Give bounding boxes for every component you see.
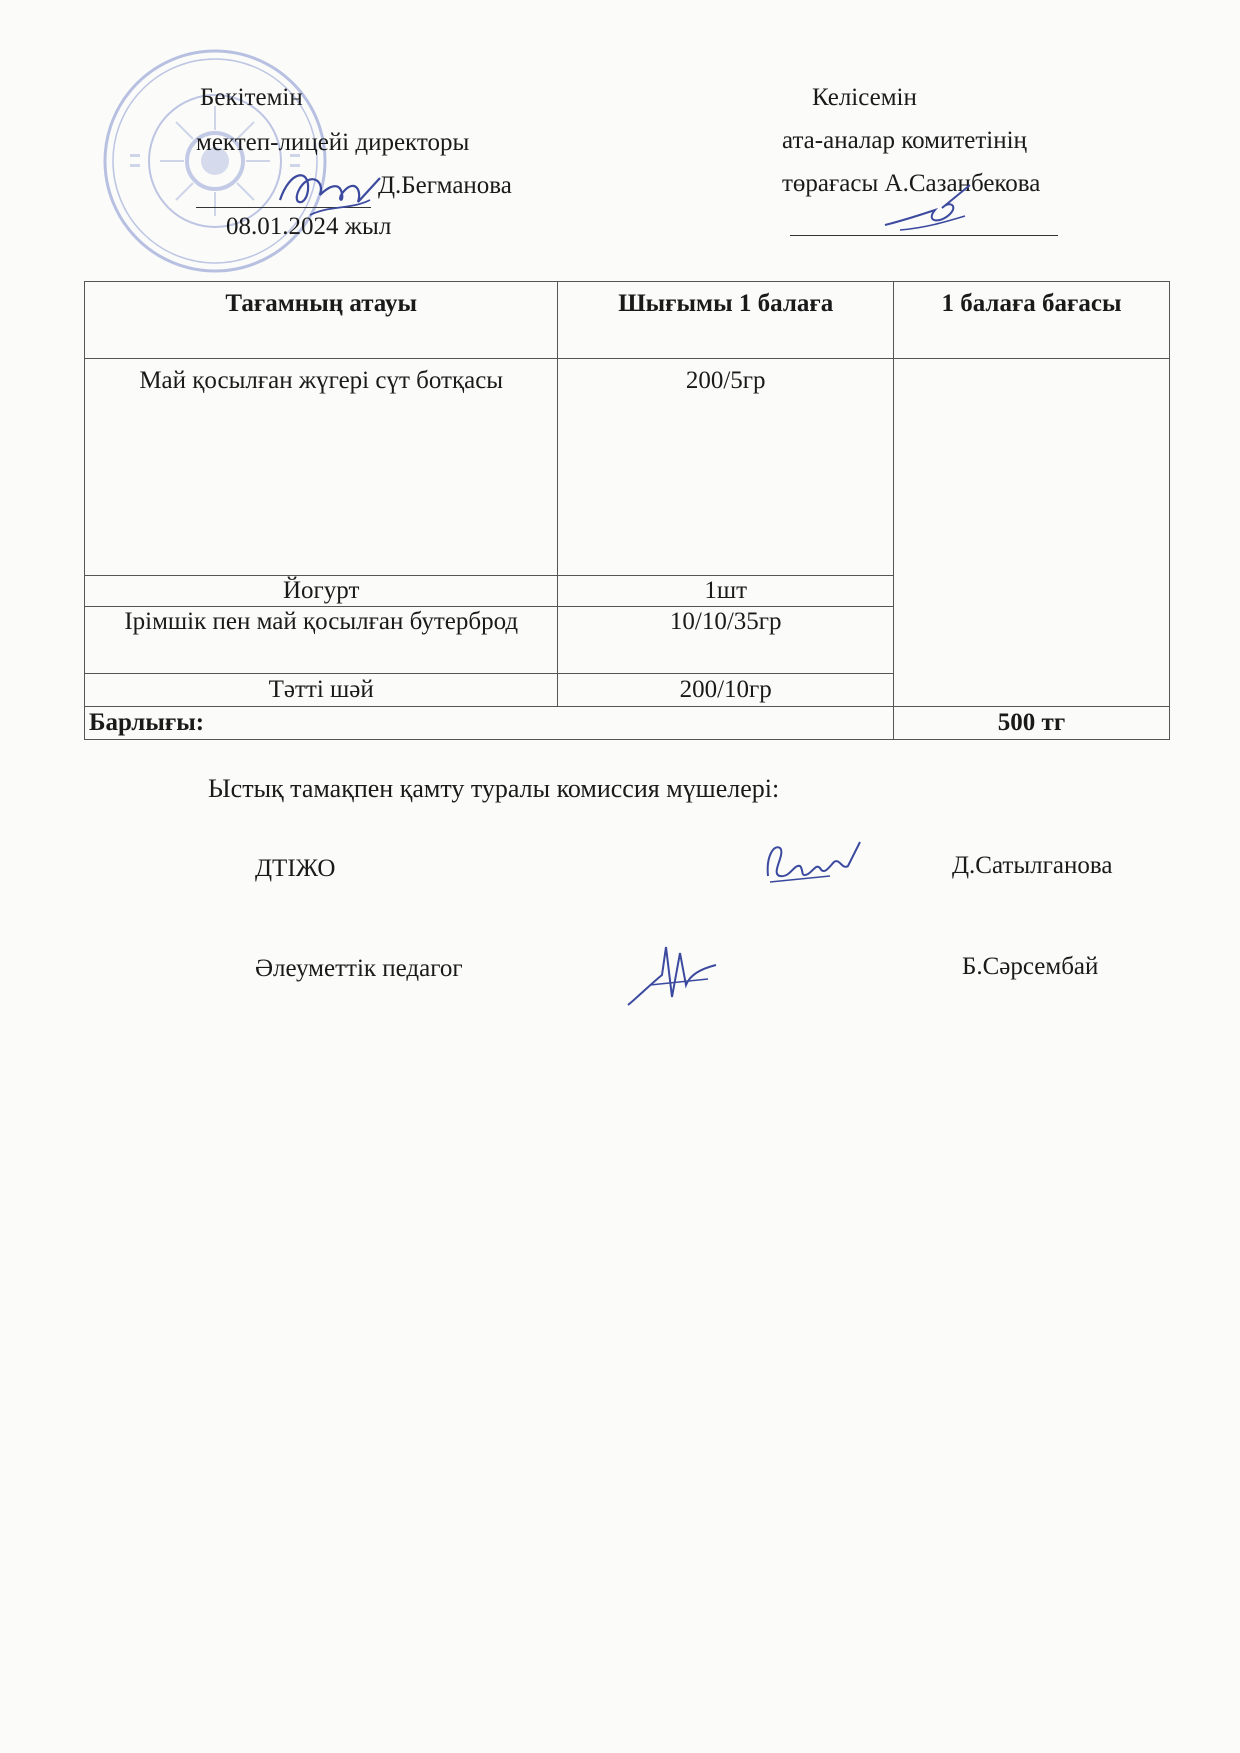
approve-date: 08.01.2024 жыл (226, 213, 392, 240)
column-header-portion: Шығымы 1 балаға (558, 282, 894, 359)
agree-title: Келісемін (812, 84, 917, 111)
portion-cell: 10/10/35гр (558, 607, 894, 674)
committee-signature (880, 180, 990, 240)
approve-role: мектеп-лицейі директоры (196, 129, 470, 156)
member-signature (620, 935, 730, 1015)
agree-name: төрағасы А.Сазанбекова (782, 170, 1041, 197)
portion-cell: 1шт (558, 576, 894, 607)
column-header-dish: Тағамның атауы (85, 282, 558, 359)
commission-title: Ыстық тамақпен қамту туралы комиссия мүшелері: (208, 774, 780, 803)
agree-role: ата-аналар комитетінің (782, 127, 1027, 154)
agree-signature-line (790, 235, 1058, 236)
dish-name-cell: Йогурт (85, 576, 558, 607)
approve-name: Д.Бегманова (378, 172, 512, 199)
total-label: Барлығы: (85, 707, 894, 740)
table-total-row (85, 707, 1170, 740)
total-value: 500 тг (894, 707, 1170, 740)
dish-name-cell: Тәтті шәй (85, 674, 558, 707)
dish-name-cell: Ірімшік пен май қосылған бутерброд (85, 607, 558, 674)
member-name: Б.Сәрсембай (962, 953, 1099, 980)
menu-table (84, 281, 1170, 740)
table-header-row (85, 282, 1170, 359)
member-role: ДТІЖО (255, 855, 336, 882)
table-row (85, 359, 1170, 576)
price-cell (894, 359, 1170, 707)
approve-title: Бекітемін (200, 84, 303, 111)
member-signature (760, 836, 870, 891)
portion-cell: 200/10гр (558, 674, 894, 707)
portion-cell: 200/5гр (558, 359, 894, 576)
member-role: Әлеуметтік педагог (255, 955, 463, 982)
member-name: Д.Сатылганова (952, 852, 1113, 879)
dish-name-cell: Май қосылған жүгері сүт ботқасы (85, 359, 558, 576)
column-header-price: 1 балаға бағасы (894, 282, 1170, 359)
